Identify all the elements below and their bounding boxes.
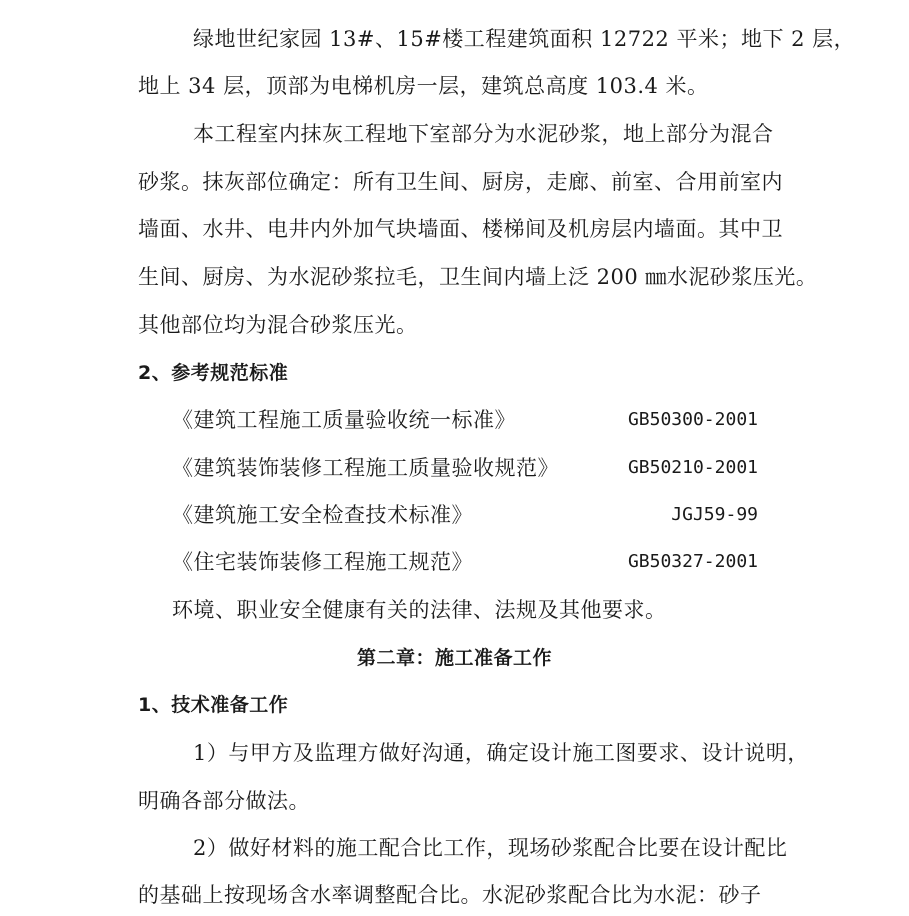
intro-paragraph-2-line-2: 砂浆。抹灰部位确定：所有卫生间、厨房，走廊、前室、合用前室内 [138,170,783,194]
reference-row [172,549,758,575]
item-1-line-1: 1）与甲方及监理方做好沟通，确定设计施工图要求、设计说明， [193,741,809,765]
reference-code: GB50210-2001 [627,457,758,478]
reference-code: GB50327-2001 [627,551,758,572]
section-heading-technical-preparation: 1、技术准备工作 [138,694,289,716]
intro-paragraph-2-line-5: 其他部位均为混合砂浆压光。 [138,313,418,337]
reference-row [172,455,758,481]
section-heading-reference-standards: 2、参考规范标准 [138,362,289,384]
intro-paragraph-2-line-1: 本工程室内抹灰工程地下室部分为水泥砂浆，地上部分为混合 [193,122,774,146]
reference-code: JGJ59-99 [671,504,758,525]
reference-code: GB50300-2001 [627,409,758,430]
item-2-line-1: 2）做好材料的施工配合比工作，现场砂浆配合比要在设计配比 [193,836,788,860]
reference-title: 《建筑装饰装修工程施工质量验收规范》 [172,456,559,480]
reference-title: 《建筑施工安全检查技术标准》 [172,503,473,527]
reference-row [172,502,758,528]
reference-title: 《住宅装饰装修工程施工规范》 [172,550,473,574]
regulations-note: 环境、职业安全健康有关的法律、法规及其他要求。 [172,598,667,622]
reference-title: 《建筑工程施工质量验收统一标准》 [172,408,516,432]
item-1-line-2: 明确各部分做法。 [138,789,310,813]
intro-paragraph-1-line-2: 地上 34 层，顶部为电梯机房一层，建筑总高度 103.4 米。 [138,74,709,98]
intro-paragraph-2-line-3: 墙面、水井、电井内外加气块墙面、楼梯间及机房层内墙面。其中卫 [138,217,783,241]
intro-paragraph-2-line-4: 生间、厨房、为水泥砂浆拉毛，卫生间内墙上泛 200 ㎜水泥砂浆压光。 [138,265,818,289]
intro-paragraph-1-line-1: 绿地世纪家园 13#、15#楼工程建筑面积 12722 平米；地下 2 层， [193,27,856,51]
reference-row [172,407,758,433]
item-2-line-2: 的基础上按现场含水率调整配合比。水泥砂浆配合比为水泥：砂子 [138,883,762,907]
chapter-title: 第二章：施工准备工作 [356,647,552,669]
